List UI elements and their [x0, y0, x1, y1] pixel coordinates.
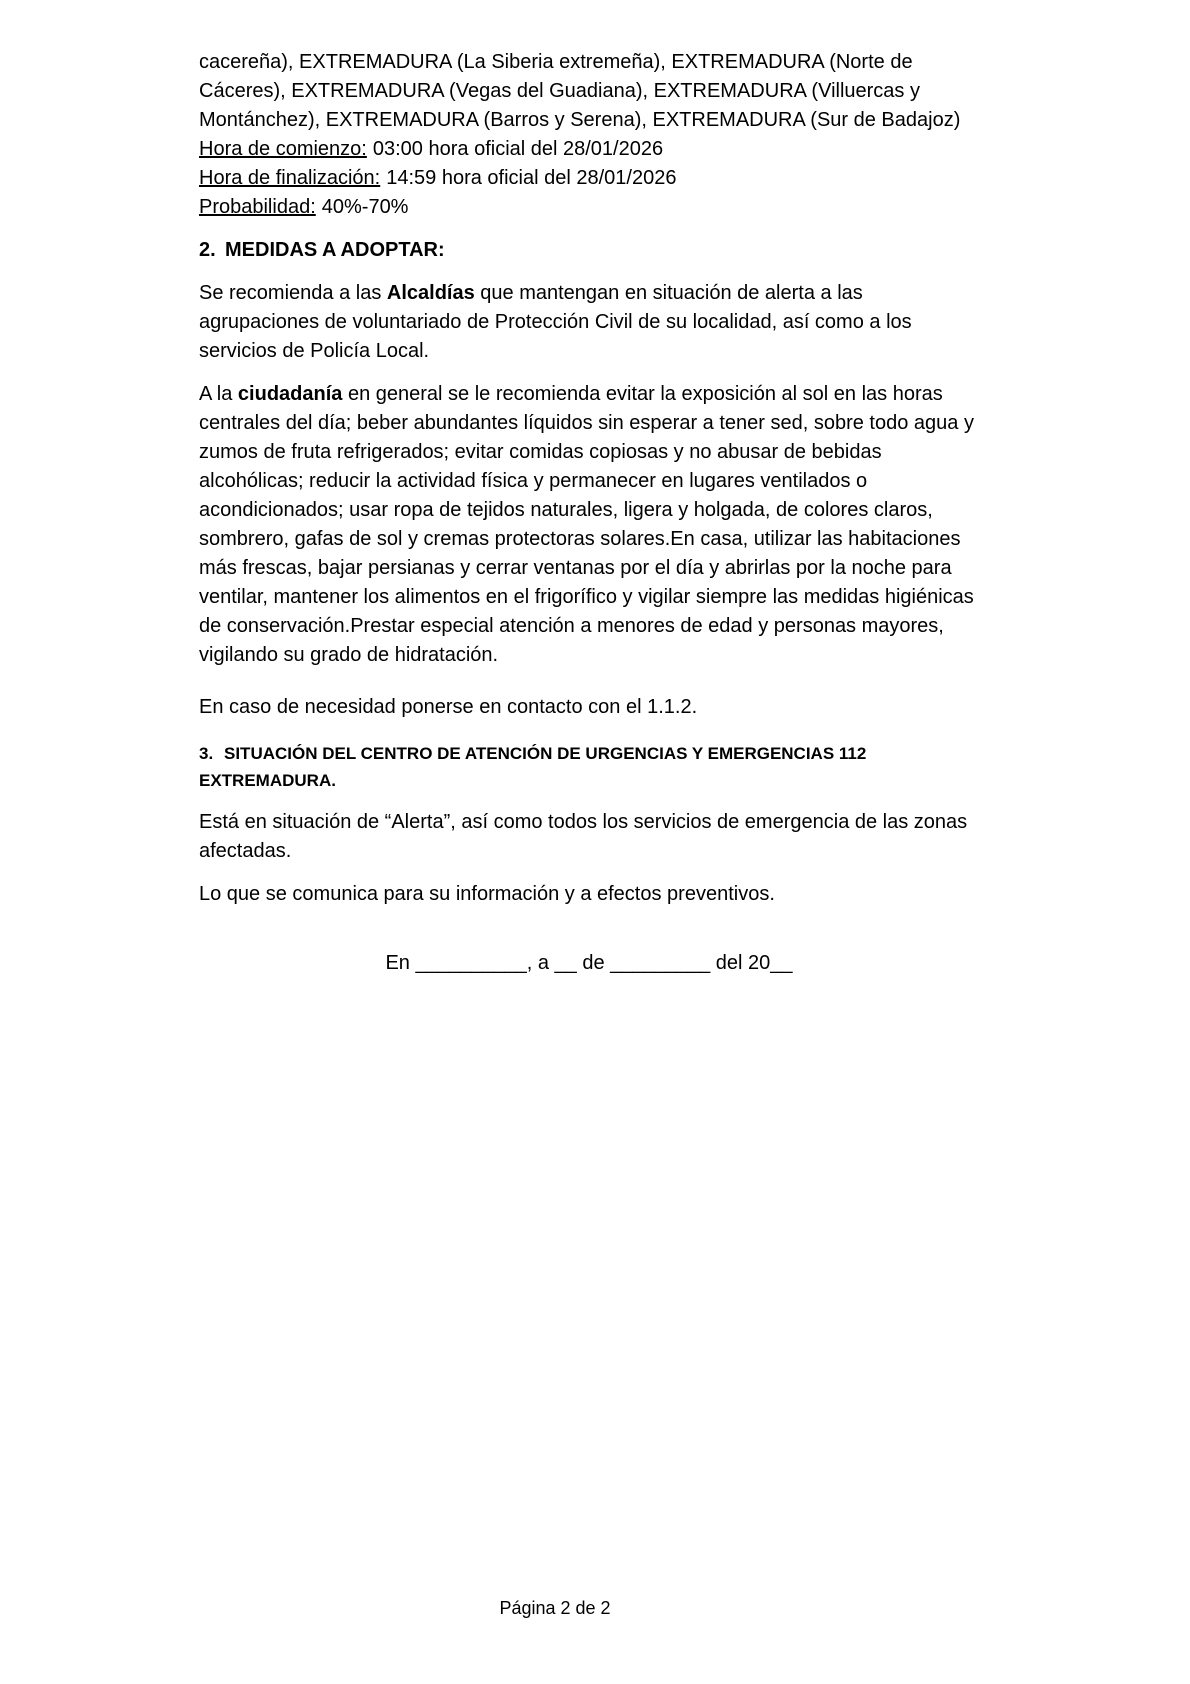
field-label-hora-comienzo: Hora de comienzo:	[199, 138, 367, 160]
field-row-hora-finalizacion	[199, 164, 979, 193]
field-row-hora-comienzo	[199, 135, 979, 164]
field-value-hora-finalizacion: 14:59 hora oficial del 28/01/2026	[386, 167, 677, 189]
field-row-probabilidad	[199, 193, 979, 222]
paragraph-comunica: Lo que se comunica para su información y a efectos preventivos.	[199, 883, 775, 905]
section-2-title: MEDIDAS A ADOPTAR:	[225, 239, 445, 261]
field-value-hora-comienzo: 03:00 hora oficial del 28/01/2026	[372, 138, 664, 160]
field-label-probabilidad: Probabilidad:	[199, 196, 316, 218]
paragraph-alcaldias-bold-word: Alcaldías	[386, 282, 475, 304]
paragraph-contacto-112: En caso de necesidad ponerse en contacto con el 1.1.2.	[199, 696, 698, 718]
signature-date-line: En __________, a __ de _________ del 20__	[385, 952, 793, 974]
affected-zones-paragraph	[199, 48, 979, 222]
paragraph-situacion-alerta: Está en situación de “Alerta”, así como todos los servicios de emergencia de las zonas afectadas.	[199, 811, 968, 862]
field-label-hora-finalizacion: Hora de finalización:	[199, 167, 381, 189]
document-body	[199, 48, 979, 992]
section-3-heading	[199, 740, 979, 794]
paragraph-ciudadania-bold-word: ciudadanía	[237, 383, 343, 405]
section-3-number: 3.	[199, 744, 214, 763]
paragraph-alcaldias-post: que mantengan en situación de alerta a las agrupaciones de voluntariado de Protección Civil de su localidad, así como a los servicios de Policía Local.	[199, 282, 912, 362]
paragraph-ciudadania-post: en general se le recomienda evitar la exposición al sol en las horas centrales del día; beber abundantes líquidos sin esperar a tener sed, sobre todo agua y zumos de fruta refrigerados; evitar comidas copiosas y no abusar de bebidas alcohólicas; reducir la actividad física y permanecer en lugares ventilados o acondicionados; usar ropa de tejidos naturales, ligera y holgada, de colores claros, sombrero, gafas de sol y cremas protectoras solares.En casa, utilizar las habitaciones más frescas, bajar persianas y cerrar ventanas por el día y abrirlas por la noche para ventilar, mantener los alimentos en el frigorífico y vigilar siempre las medidas higiénicas de conservación.Prestar especial atención a menores de edad y personas mayores, vigilando su grado de hidratación.	[199, 383, 974, 666]
section-2-heading	[199, 236, 979, 265]
paragraph-alcaldias	[199, 279, 979, 366]
paragraph-ciudadania-pre: A la	[199, 383, 238, 405]
field-value-probabilidad: 40%-70%	[321, 196, 409, 218]
section-2-number: 2.	[199, 239, 216, 261]
section-3-title: SITUACIÓN DEL CENTRO DE ATENCIÓN DE URGENCIAS Y EMERGENCIAS 112 EXTREMADURA.	[199, 744, 867, 790]
affected-zones-continuation: cacereña), EXTREMADURA (La Siberia extremeña), EXTREMADURA (Norte de Cáceres), EXTREMADURA (Vegas del Guadiana), EXTREMADURA (Villuercas y Montánchez), EXTREMADURA (Barros y Serena), EXTREMADURA (Sur de Badajoz)	[199, 51, 961, 131]
paragraph-ciudadania	[199, 380, 979, 670]
page-number-footer: Página 2 de 2	[499, 1598, 611, 1618]
paragraph-alcaldias-pre: Se recomienda a las	[199, 282, 387, 304]
